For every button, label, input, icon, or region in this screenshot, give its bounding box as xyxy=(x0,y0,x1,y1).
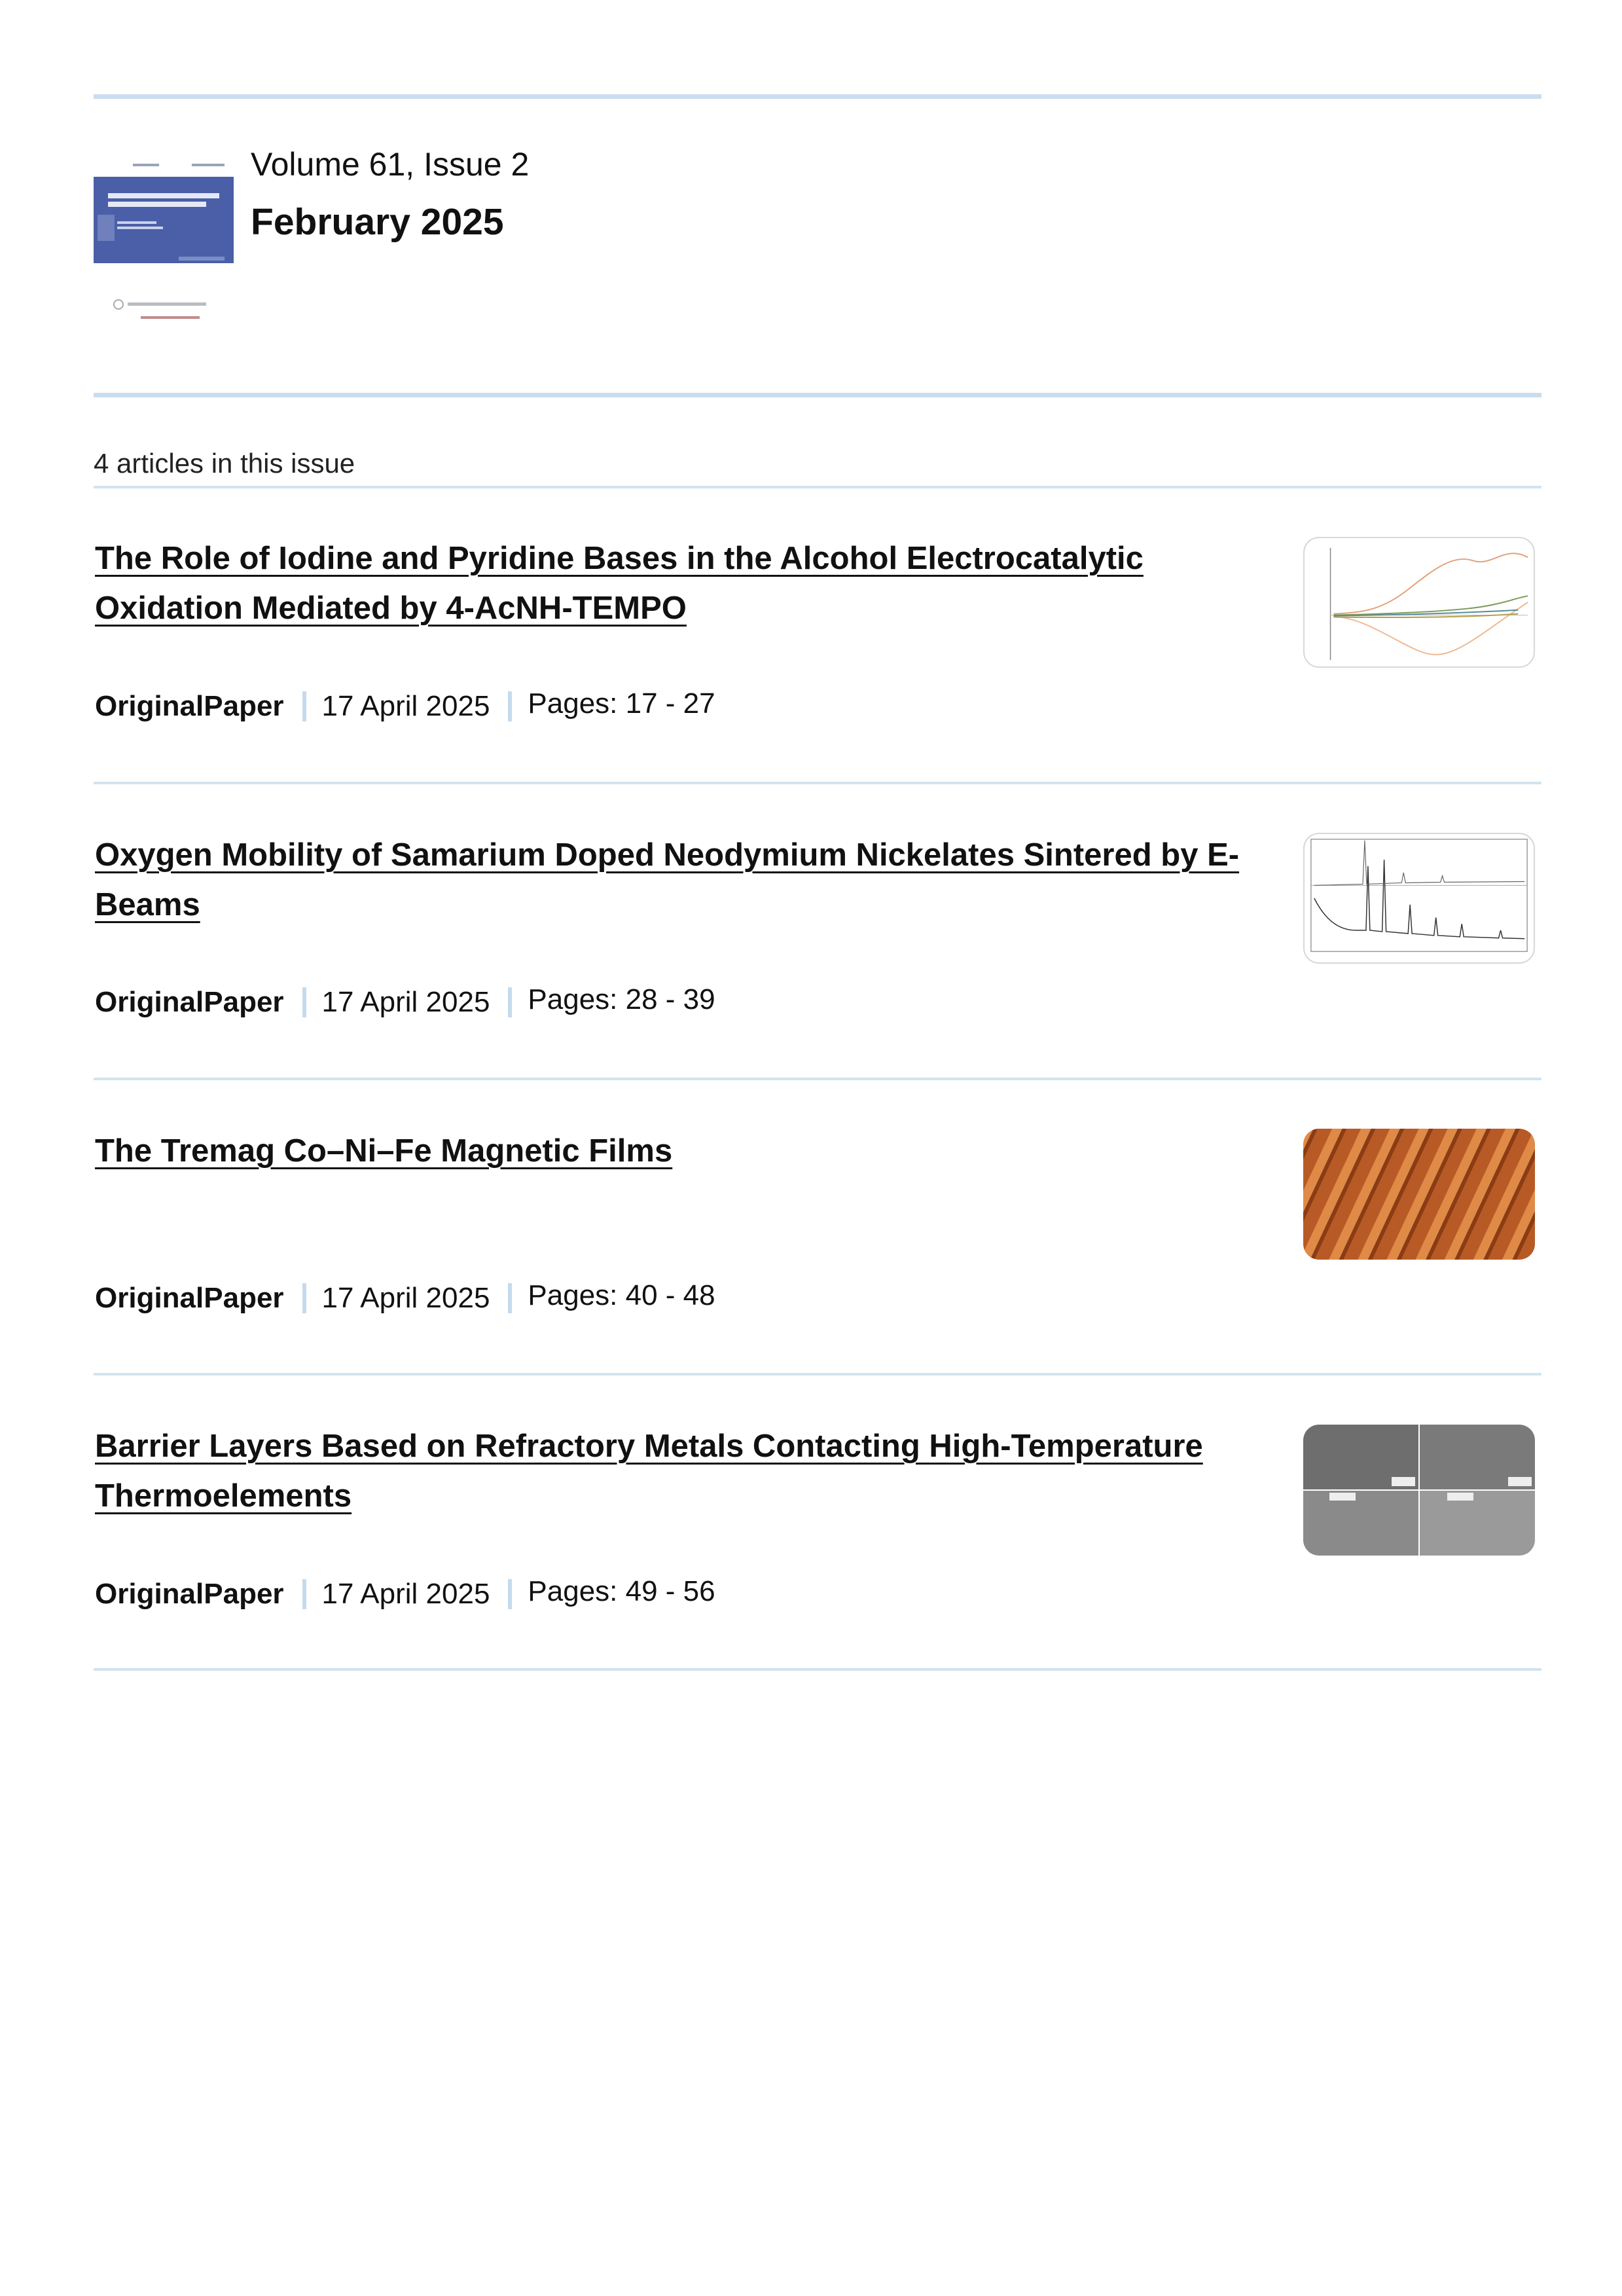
article-date: 17 April 2025 xyxy=(321,1282,490,1314)
article-count: 4 articles in this issue xyxy=(94,448,355,479)
journal-cover-icon[interactable] xyxy=(94,157,234,329)
meta-separator xyxy=(508,987,512,1017)
article-title-link[interactable]: The Tremag Co–Ni–Fe Magnetic Films xyxy=(95,1133,673,1169)
article-date: 17 April 2025 xyxy=(321,1578,490,1610)
list-top-divider xyxy=(94,486,1541,488)
article-title[interactable] xyxy=(95,1421,1253,1521)
meta-separator xyxy=(508,1579,512,1609)
issue-volume: Volume 61, Issue 2 xyxy=(251,146,530,183)
article-meta xyxy=(95,687,715,723)
article-type: OriginalPaper xyxy=(95,1282,284,1314)
article-divider xyxy=(94,782,1541,784)
article-divider xyxy=(94,1078,1541,1080)
issue-date: February 2025 xyxy=(251,201,504,243)
meta-separator xyxy=(302,691,306,721)
article-type: OriginalPaper xyxy=(95,1578,284,1610)
meta-separator xyxy=(302,1283,306,1313)
article-pages: Pages: 49 - 56 xyxy=(528,1575,715,1607)
meta-separator xyxy=(508,691,512,721)
article-meta xyxy=(95,1575,715,1611)
article-type: OriginalPaper xyxy=(95,690,284,722)
article-meta xyxy=(95,983,715,1019)
article-meta xyxy=(95,1279,715,1315)
article-title-link[interactable]: The Role of Iodine and Pyridine Bases in the Alcohol Electrocatalytic Oxidation Mediated by 4-AcNH-TEMPO xyxy=(95,541,1144,626)
article-type: OriginalPaper xyxy=(95,986,284,1018)
meta-separator xyxy=(508,1283,512,1313)
list-bottom-divider xyxy=(94,1668,1541,1671)
voltammogram-figure-icon[interactable] xyxy=(1303,537,1535,668)
article-divider xyxy=(94,1373,1541,1376)
article-title-link[interactable]: Barrier Layers Based on Refractory Metals Contacting High-Temperature Thermoelements xyxy=(95,1429,1203,1514)
header-divider xyxy=(94,393,1541,397)
meta-separator xyxy=(302,1579,306,1609)
article-title[interactable] xyxy=(95,830,1253,930)
xrd-pattern-figure-icon[interactable] xyxy=(1303,833,1535,964)
article-pages: Pages: 17 - 27 xyxy=(528,687,715,720)
article-title[interactable] xyxy=(95,534,1253,633)
article-pages: Pages: 28 - 39 xyxy=(528,983,715,1015)
article-title-link[interactable]: Oxygen Mobility of Samarium Doped Neodymium Nickelates Sintered by E-Beams xyxy=(95,837,1240,922)
article-date: 17 April 2025 xyxy=(321,690,490,722)
article-pages: Pages: 40 - 48 xyxy=(528,1279,715,1311)
sem-micrograph-grid-icon[interactable] xyxy=(1303,1425,1535,1556)
magnetic-domain-image-icon[interactable] xyxy=(1303,1129,1535,1260)
article-date: 17 April 2025 xyxy=(321,986,490,1018)
meta-separator xyxy=(302,987,306,1017)
article-title[interactable] xyxy=(95,1126,1253,1176)
top-divider xyxy=(94,94,1541,99)
